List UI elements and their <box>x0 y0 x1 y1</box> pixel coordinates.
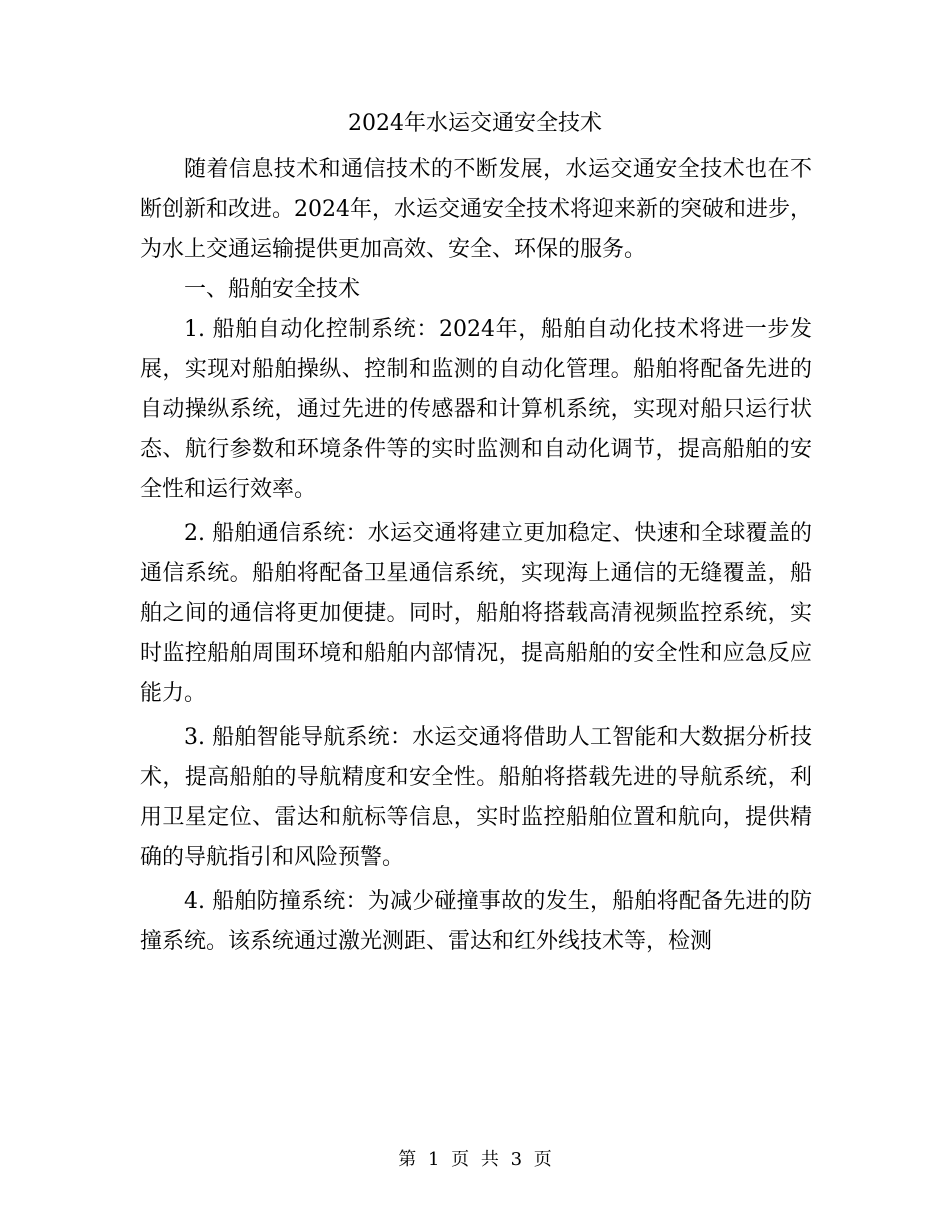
paragraph-4: 4. 船舶防撞系统：为减少碰撞事故的发生，船舶将配备先进的防撞系统。该系统通过激光测距、雷达和红外线技术等，检测 <box>140 889 812 954</box>
document-body <box>140 150 812 962</box>
section-heading: 一、船舶安全技术 <box>184 277 361 302</box>
intro-paragraph: 随着信息技术和通信技术的不断发展，水运交通安全技术也在不断创新和改进。2024年，水运交通安全技术将迎来新的突破和进步，为水上交通运输提供更加高效、安全、环保的服务。 <box>140 157 812 262</box>
document-title: 2024年水运交通安全技术 <box>348 111 602 136</box>
page-number-footer: 第 1 页 共 3 页 <box>398 1149 552 1170</box>
paragraph-3: 3. 船舶智能导航系统：水运交通将借助人工智能和大数据分析技术，提高船舶的导航精度和安全性。船舶将搭载先进的导航系统，利用卫星定位、雷达和航标等信息，实时监控船舶位置和航向，提供精确的导航指引和风险预警。 <box>140 725 812 870</box>
paragraph-1: 1. 船舶自动化控制系统：2024年，船舶自动化技术将进一步发展，实现对船舶操纵、控制和监测的自动化管理。船舶将配备先进的自动操纵系统，通过先进的传感器和计算机系统，实现对船只运行状态、航行参数和环境条件等的实时监测和自动化调节，提高船舶的安全性和运行效率。 <box>140 317 812 502</box>
paragraph-2: 2. 船舶通信系统：水运交通将建立更加稳定、快速和全球覆盖的通信系统。船舶将配备卫星通信系统，实现海上通信的无缝覆盖，船舶之间的通信将更加便捷。同时，船舶将搭载高清视频监控系统，实时监控船舶周围环境和船舶内部情况，提高船舶的安全性和应急反应能力。 <box>140 521 812 706</box>
